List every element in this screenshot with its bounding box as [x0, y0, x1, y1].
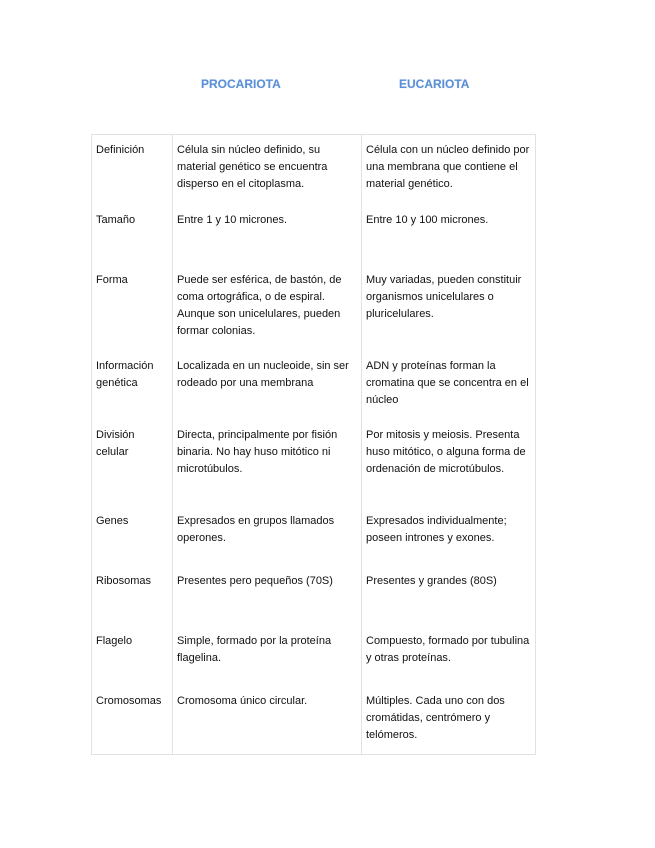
table-row — [92, 265, 536, 351]
feature-cell: Forma — [92, 265, 173, 351]
feature-cell: Tamaño — [92, 205, 173, 265]
procariota-cell: Expresados en grupos llamados operones. — [173, 506, 362, 566]
comparison-table — [91, 134, 536, 755]
eucariota-cell: Compuesto, formado por tubulina y otras proteínas. — [362, 626, 536, 686]
table-row — [92, 135, 536, 205]
feature-cell: Ribosomas — [92, 566, 173, 626]
procariota-cell: Presentes pero pequeños (70S) — [173, 566, 362, 626]
table-row — [92, 686, 536, 755]
procariota-cell: Directa, principalmente por fisión binaria. No hay huso mitótico ni microtúbulos. — [173, 420, 362, 506]
eucariota-cell: Múltiples. Cada uno con dos cromátidas, centrómero y telómeros. — [362, 686, 536, 755]
table-row — [92, 566, 536, 626]
procariota-cell: Puede ser esférica, de bastón, de coma ortográfica, o de espiral. Aunque son unicelulares, pueden formar colonias. — [173, 265, 362, 351]
procariota-cell: Cromosoma único circular. — [173, 686, 362, 755]
feature-cell: Flagelo — [92, 626, 173, 686]
table-row — [92, 506, 536, 566]
eucariota-cell: Muy variadas, pueden constituir organismos unicelulares o pluricelulares. — [362, 265, 536, 351]
feature-cell: División celular — [92, 420, 173, 506]
table-row — [92, 626, 536, 686]
feature-cell: Genes — [92, 506, 173, 566]
eucariota-cell: Entre 10 y 100 micrones. — [362, 205, 536, 265]
feature-cell: Definición — [92, 135, 173, 205]
procariota-cell: Simple, formado por la proteína flagelina. — [173, 626, 362, 686]
eucariota-cell: Presentes y grandes (80S) — [362, 566, 536, 626]
procariota-cell: Entre 1 y 10 micrones. — [173, 205, 362, 265]
feature-cell: Cromosomas — [92, 686, 173, 755]
procariota-heading: PROCARIOTA — [201, 77, 281, 91]
procariota-cell: Célula sin núcleo definido, su material genético se encuentra disperso en el citoplasma. — [173, 135, 362, 205]
eucariota-cell: ADN y proteínas forman la cromatina que se concentra en el núcleo — [362, 351, 536, 420]
table-row — [92, 205, 536, 265]
feature-cell: Información genética — [92, 351, 173, 420]
eucariota-cell: Célula con un núcleo definido por una membrana que contiene el material genético. — [362, 135, 536, 205]
eucariota-cell: Expresados individualmente; poseen intrones y exones. — [362, 506, 536, 566]
table-row — [92, 420, 536, 506]
eucariota-heading: EUCARIOTA — [399, 77, 470, 91]
table-row — [92, 351, 536, 420]
procariota-cell: Localizada en un nucleoide, sin ser rodeado por una membrana — [173, 351, 362, 420]
eucariota-cell: Por mitosis y meiosis. Presenta huso mitótico, o alguna forma de ordenación de microtúbulos. — [362, 420, 536, 506]
